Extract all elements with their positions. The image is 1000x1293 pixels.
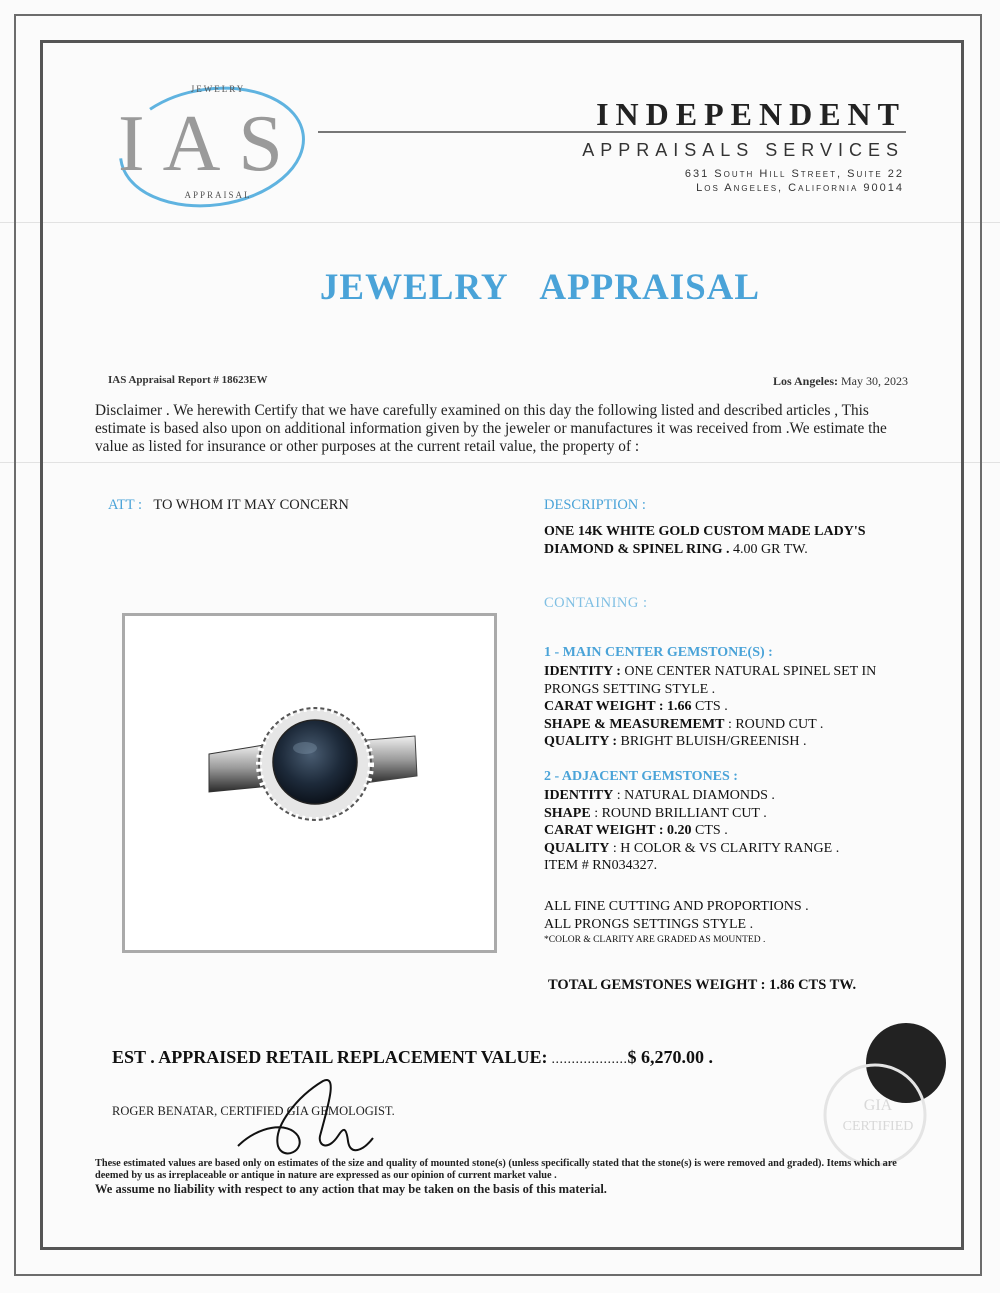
- attention-label: ATT :: [108, 497, 142, 513]
- notes-block: [544, 898, 924, 947]
- s1-carat-label: CARAT WEIGHT : 1.66: [544, 699, 692, 714]
- address-line-1: 631 South Hill Street, Suite 22: [684, 168, 904, 180]
- s2-shape-value: : ROUND BRILLIANT CUT .: [590, 805, 767, 821]
- s2-identity-row: [544, 787, 924, 805]
- ring-photo-frame: [122, 613, 497, 953]
- report-date-line: [640, 374, 908, 389]
- attention-value: TO WHOM IT MAY CONCERN: [153, 497, 349, 513]
- description-heading: DESCRIPTION :: [544, 497, 646, 513]
- note-line-2: ALL PRONGS SETTINGS STYLE .: [544, 916, 754, 932]
- title-word-1: JEWELRY: [319, 267, 509, 308]
- s1-identity-row: [544, 663, 924, 681]
- stamp-line-1: GIA: [863, 1097, 893, 1114]
- footer-line-2: We assume no liability with respect to any action that may be taken on the basis of this material.: [95, 1182, 607, 1196]
- s2-carat-value: CTS .: [691, 823, 728, 838]
- footer-line-1: These estimated values are based only on estimates of the size and quality of mounted stone(s) (unless specifically stated that the stone(s) is were removed and graded). Items which are deemed by us as irreplaceable or antique in nature are expressed as our opinion of current market value .: [95, 1158, 897, 1181]
- estimated-value-line: [112, 1047, 713, 1068]
- s2-carat-label: CARAT WEIGHT : 0.20: [544, 823, 692, 838]
- section-1-heading: 1 - MAIN CENTER GEMSTONE(S) :: [544, 645, 773, 660]
- disclaimer-text: Disclaimer . We herewith Certify that we have carefully examined on this day the following listed and described articles , This estimate is based also upon on additional information given by the jeweler or manufactures it was received from .We estimate the value as listed for insurance or other purposes at the current retail value, the property of :: [95, 402, 887, 455]
- s2-shape-row: [544, 805, 924, 823]
- s2-quality-row: [544, 840, 924, 858]
- s2-quality-label: QUALITY: [544, 840, 610, 856]
- report-number: IAS Appraisal Report # 18623EW: [108, 374, 268, 386]
- logo-arc-top-text: JEWELRY: [190, 84, 246, 94]
- ring-photo-icon: [125, 616, 494, 950]
- s2-shape-label: SHAPE: [544, 805, 591, 821]
- s2-quality-value: : H COLOR & VS CLARITY RANGE .: [609, 840, 840, 856]
- description-line-2: [544, 541, 914, 559]
- estimate-value: $ 6,270.00 .: [627, 1047, 713, 1067]
- s1-shape-value: : ROUND CUT .: [724, 716, 824, 732]
- s1-identity-cont: PRONGS SETTING STYLE .: [544, 681, 716, 697]
- description-line-1: ONE 14K WHITE GOLD CUSTOM MADE LADY'S: [544, 524, 866, 539]
- logo-letters: IAS: [118, 100, 301, 188]
- logo-arc-bottom-text: APPRAISAL: [184, 190, 252, 200]
- s1-quality-label: QUALITY :: [544, 734, 617, 749]
- description-line-2-bold: DIAMOND & SPINEL RING .: [544, 542, 730, 557]
- s1-quality-row: [544, 733, 924, 751]
- company-name: INDEPENDENT: [596, 96, 906, 132]
- s1-carat-value: CTS .: [691, 699, 728, 714]
- containing-heading: CONTAINING :: [544, 595, 648, 611]
- estimate-dots: ...................: [547, 1052, 628, 1067]
- estimate-label: EST . APPRAISED RETAIL REPLACEMENT VALUE:: [112, 1047, 548, 1067]
- page-title: [0, 266, 1000, 309]
- total-gemstones-weight: TOTAL GEMSTONES WEIGHT : 1.86 CTS TW.: [548, 977, 857, 993]
- s1-quality-value: BRIGHT BLUISH/GREENISH .: [617, 734, 807, 749]
- s2-identity-value: : NATURAL DIAMONDS .: [613, 788, 775, 803]
- attention-line: [108, 497, 349, 514]
- gemologist-signature-line: ROGER BENATAR, CERTIFIED GIA GEMOLOGIST.: [112, 1104, 395, 1118]
- s1-carat-row: [544, 698, 924, 716]
- note-line-1: ALL FINE CUTTING AND PROPORTIONS .: [544, 899, 809, 914]
- company-subtitle: APPRAISALS SERVICES: [582, 140, 904, 160]
- s1-shape-label: SHAPE & MEASUREMEMT: [544, 716, 725, 732]
- s1-shape-row: [544, 716, 924, 734]
- report-date: May 30, 2023: [841, 374, 908, 388]
- s2-item-number: ITEM # RN034327.: [544, 858, 658, 873]
- footer-disclaimer: [95, 1158, 927, 1197]
- report-city: Los Angeles:: [772, 374, 838, 388]
- description-body: [544, 523, 914, 559]
- section-2-details: [544, 787, 924, 875]
- s2-carat-row: [544, 822, 924, 840]
- s2-identity-label: IDENTITY: [544, 788, 614, 803]
- description-line-2-rest: 4.00 GR TW.: [729, 542, 808, 557]
- section-2-heading: 2 - ADJACENT GEMSTONES :: [544, 769, 738, 784]
- note-line-3: *COLOR & CLARITY ARE GRADED AS MOUNTED .: [544, 935, 766, 945]
- handwritten-signature: [228, 1066, 378, 1166]
- section-1-details: [544, 663, 924, 751]
- title-word-2: APPRAISAL: [539, 267, 761, 308]
- stamp-line-2: CERTIFIED: [842, 1119, 914, 1134]
- s1-identity-value: ONE CENTER NATURAL SPINEL SET IN: [620, 664, 877, 679]
- gia-certified-stamp: [780, 1060, 930, 1170]
- s1-identity-label: IDENTITY :: [544, 664, 621, 679]
- address-line-2: Los Angeles, California 90014: [696, 182, 904, 194]
